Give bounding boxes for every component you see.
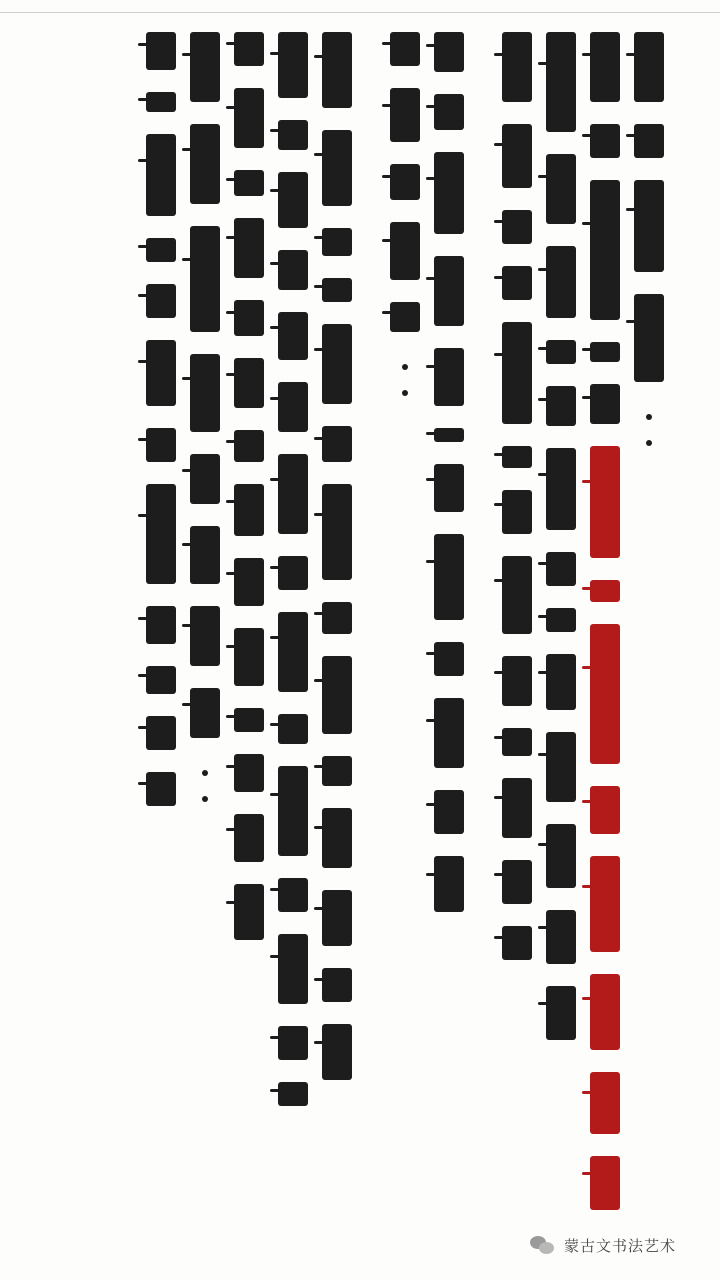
text-column-6 (404, 32, 405, 406)
brand-name: 蒙古文书法艺术 (564, 1236, 677, 1255)
text-column-4 (516, 32, 517, 960)
mongolian-text-body (28, 32, 692, 1220)
top-rule (0, 12, 720, 13)
text-column-1 (648, 32, 649, 456)
text-column-2-red (604, 32, 605, 1210)
text-column-10 (204, 32, 205, 812)
text-column-5 (448, 32, 449, 912)
wechat-icon (530, 1234, 556, 1256)
text-column-9 (248, 32, 249, 940)
footer-watermark (530, 1234, 676, 1256)
text-column-7 (336, 32, 337, 1080)
text-column-3 (560, 32, 561, 1040)
text-column-8 (292, 32, 293, 1106)
text-column-11 (160, 32, 161, 806)
